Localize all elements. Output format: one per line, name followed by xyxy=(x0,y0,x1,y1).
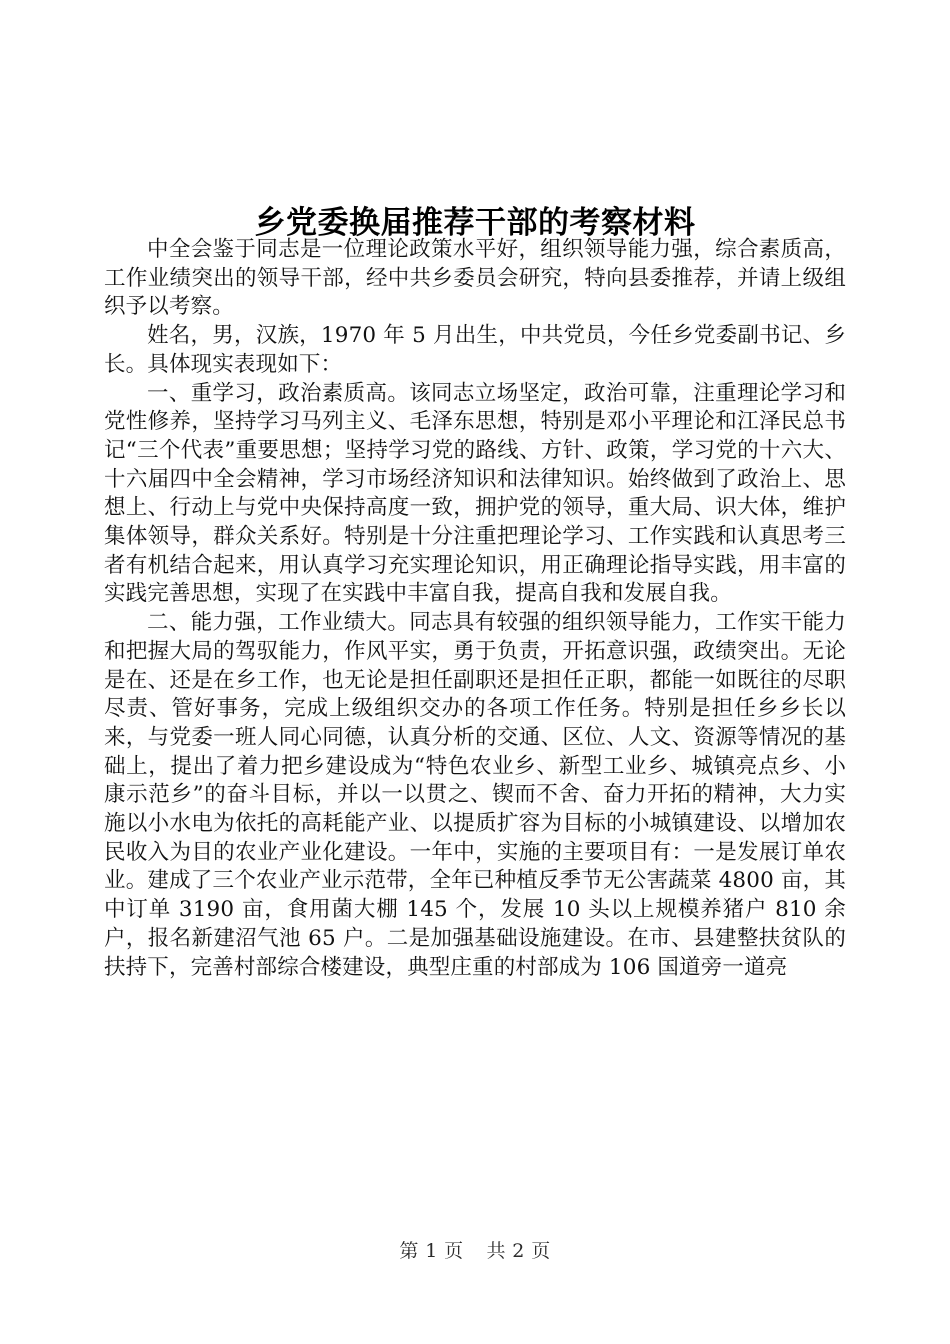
page-footer xyxy=(0,1238,950,1264)
paragraph-personal-info: 姓名，男，汉族，1970 年 5 月出生，中共党员，今任乡党委副书记、乡长。具体现实表现如下： xyxy=(104,323,846,377)
footer-current-page: 第 1 页 xyxy=(399,1240,464,1262)
paragraph-section-two: 二、能力强，工作业绩大。同志具有较强的组织领导能力，工作实干能力和把握大局的驾驭能力，作风平实，勇于负责，开拓意识强，政绩突出。无论是在、还是在乡工作，也无论是担任副职还是担任正职，都能一如既往的尽职尽责、管好事务，完成上级组织交办的各项工作任务。特别是担任乡乡长以来，与党委一班人同心同德，认真分析的交通、区位、人文、资源等情况的基础上，提出了着力把乡建设成为“特色农业乡、新型工业乡、城镇亮点乡、小康示范乡”的奋斗目标，并以一以贯之、锲而不舍、奋力开拓的精神，大力实施以小水电为依托的高耗能产业、以提质扩容为目标的小城镇建设、以增加农民收入为目的农业产业化建设。一年中，实施的主要项目有：一是发展订单农业。建成了三个农业产业示范带，全年已种植反季节无公害蔬菜 4800 亩，其中订单 3190 亩，食用菌大棚 145 个，发展 10 头以上规模养猪户 810 余户，报名新建沼气池 65 户。二是加强基础设施建设。在市、县建整扶贫队的扶持下，完善村部综合楼建设，典型庄重的村部成为 106 国道旁一道亮 xyxy=(104,610,846,980)
paragraph-section-one: 一、重学习，政治素质高。该同志立场坚定，政治可靠，注重理论学习和党性修养，坚持学习马列主义、毛泽东思想，特别是邓小平理论和江泽民总书记“三个代表”重要思想；坚持学习党的路线、方针、政策，学习党的十六大、十六届四中全会精神，学习市场经济知识和法律知识。始终做到了政治上、思想上、行动上与党中央保持高度一致，拥护党的领导，重大局、识大体，维护集体领导，群众关系好。特别是十分注重把理论学习、工作实践和认真思考三者有机结合起来，用认真学习充实理论知识，用正确理论指导实践，用丰富的实践完善思想，实现了在实践中丰富自我，提高自我和发展自我。 xyxy=(104,380,846,607)
page-title: 乡党委换届推荐干部的考察材料 xyxy=(254,204,696,241)
footer-total-pages: 共 2 页 xyxy=(486,1240,551,1262)
paragraph-intro: 中全会鉴于同志是一位理论政策水平好，组织领导能力强，综合素质高，工作业绩突出的领导干部，经中共乡委员会研究，特向县委推荐，并请上级组织予以考察。 xyxy=(104,237,846,320)
document-body xyxy=(104,236,846,982)
